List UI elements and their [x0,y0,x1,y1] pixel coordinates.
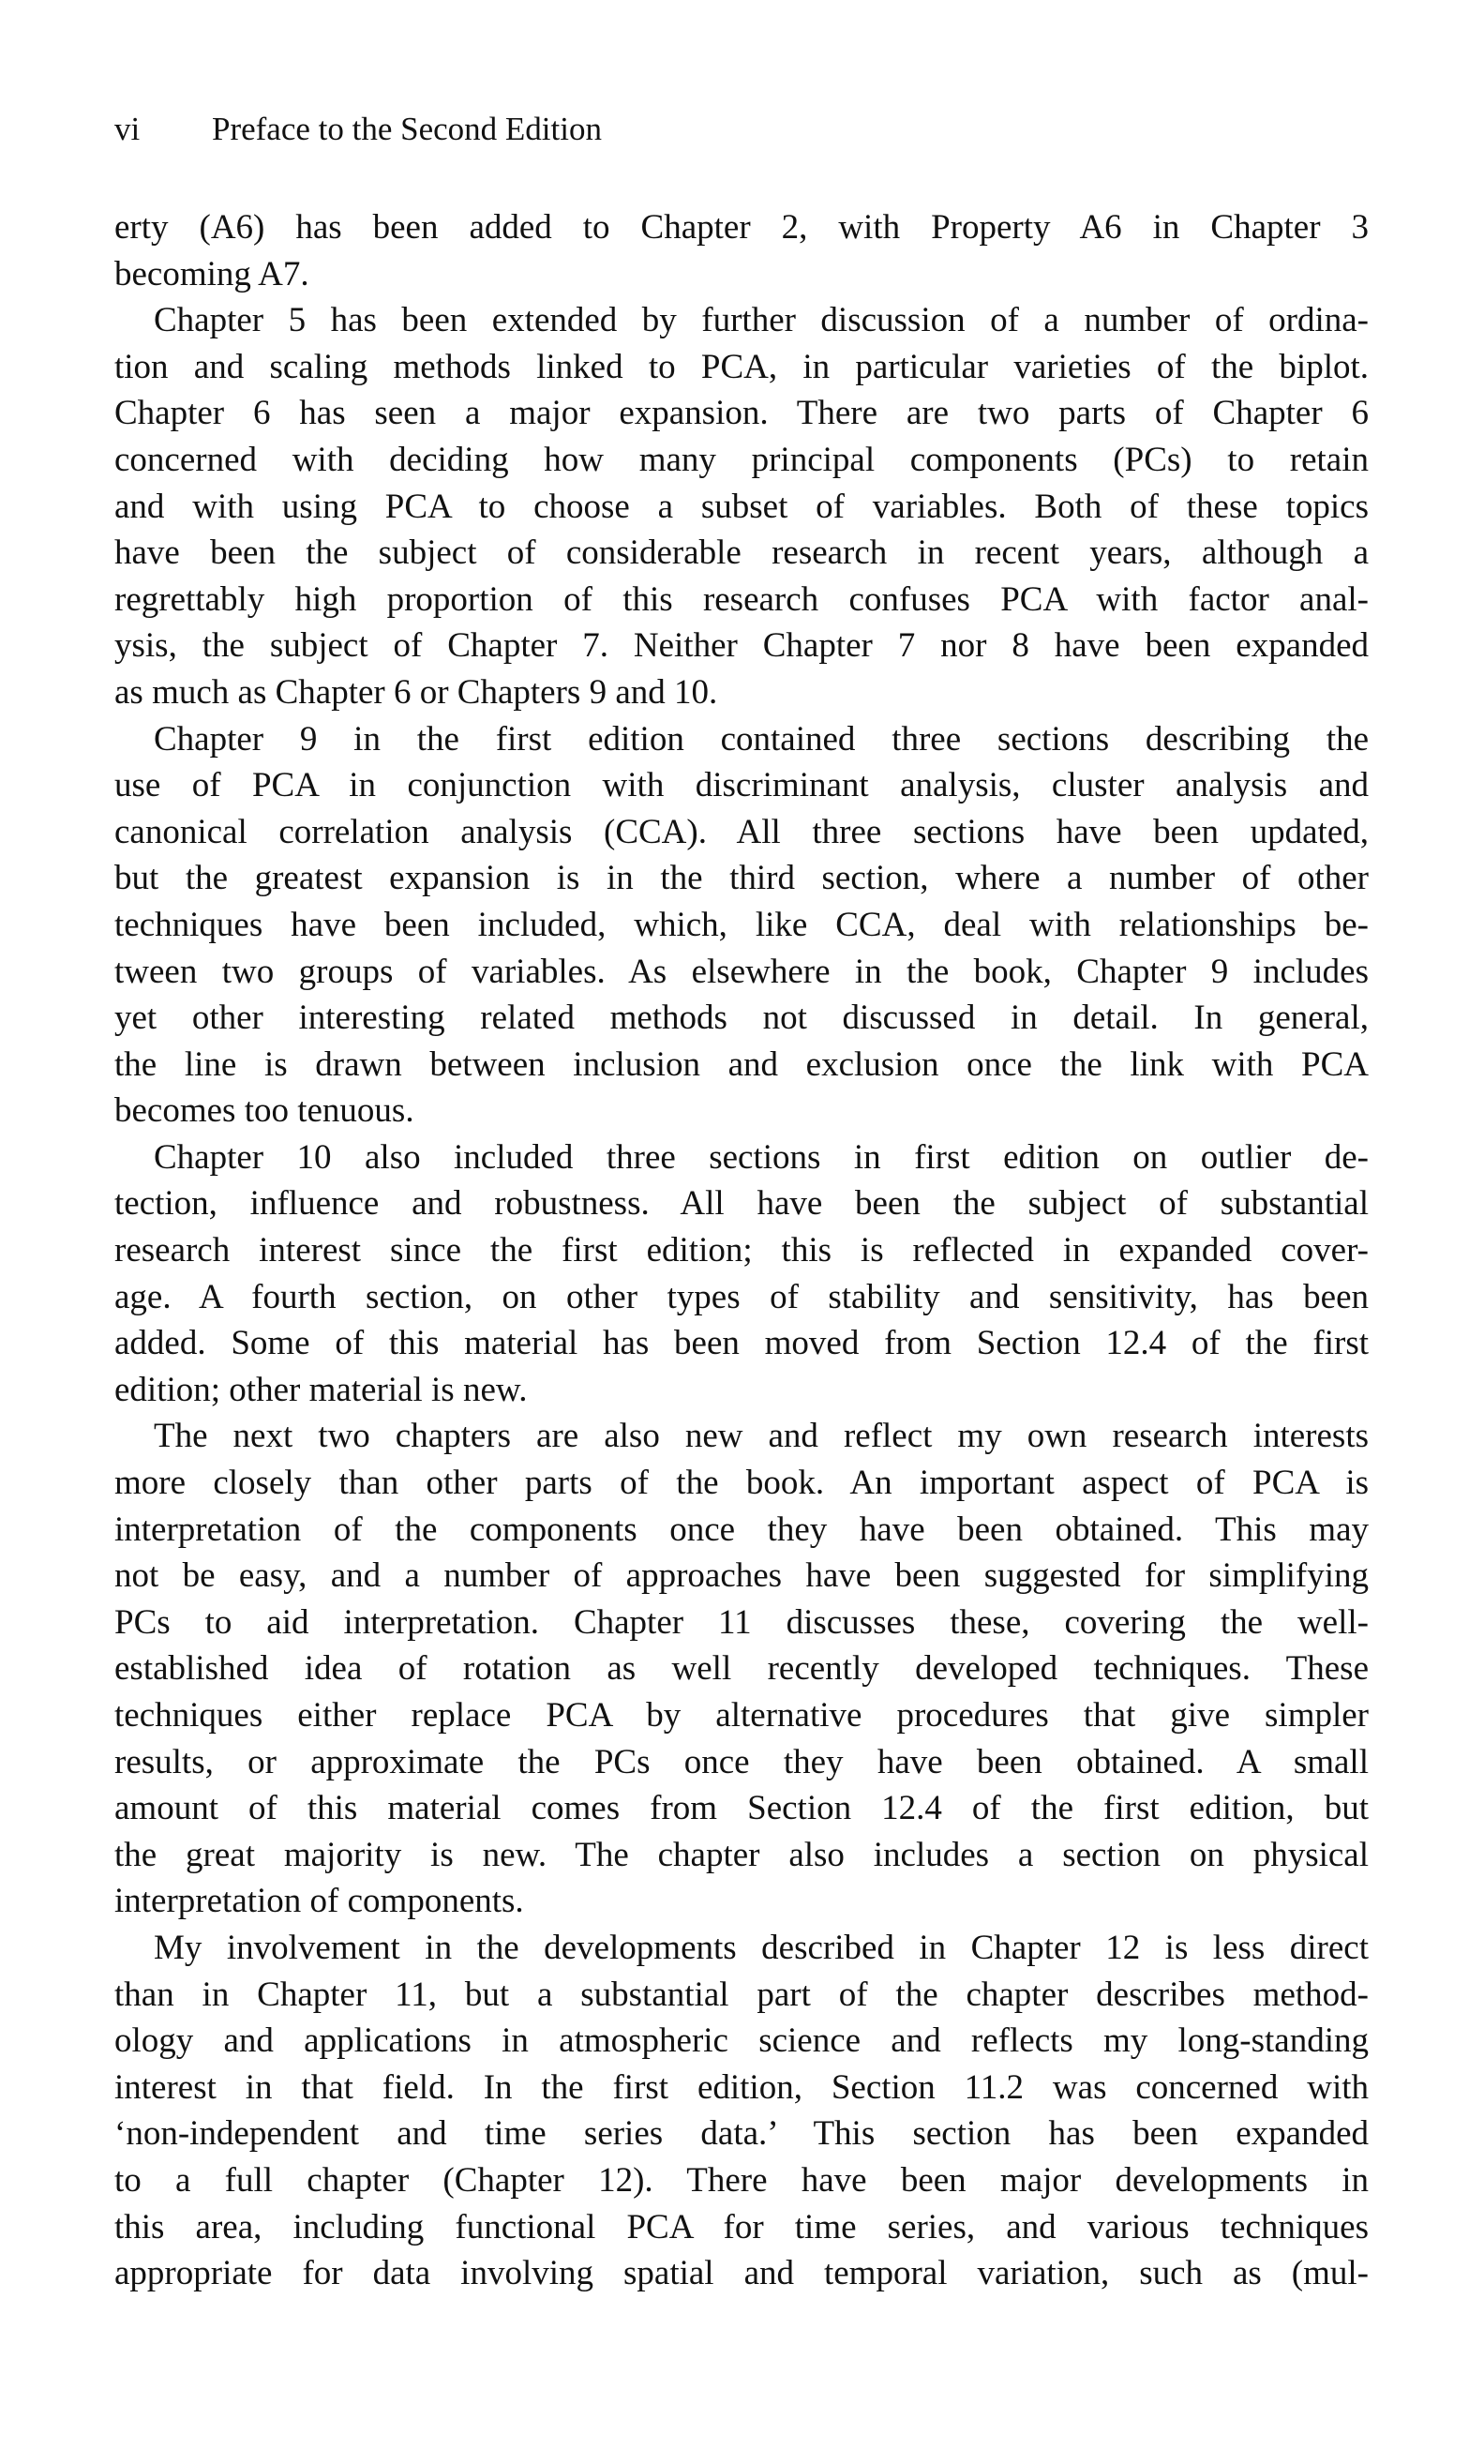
text-line: tection, influence and robustness. All have been the subject of substantial [114,1184,1369,1224]
paragraph [114,1413,1369,1925]
text-line: The next two chapters are also new and reflect my own research interests [154,1417,1369,1456]
text-line: ysis, the subject of Chapter 7. Neither Chapter 7 nor 8 have been expanded [114,626,1369,666]
text-line: added. Some of this material has been moved from Section 12.4 of the first [114,1324,1369,1363]
text-line: this area, including functional PCA for time series, and various techniques [114,2207,1369,2246]
text-line: interpretation of components. [114,1882,524,1921]
text-line: amount of this material comes from Section 12.4 of the first edition, but [114,1789,1369,1828]
text-line: techniques either replace PCA by alternative procedures that give simpler [114,1696,1369,1735]
page-number: vi [114,111,141,147]
paragraph [114,1134,1369,1414]
text-line: ‘non-independent and time series data.’ This section has been expanded [114,2114,1369,2154]
text-line: results, or approximate the PCs once they have been obtained. A small [114,1742,1369,1781]
text-line: age. A fourth section, on other types of stability and sensitivity, has been [114,1277,1369,1316]
text-line: and with using PCA to choose a subset of variables. Both of these topics [114,487,1369,526]
text-line: appropriate for data involving spatial and temporal variation, such as (mul- [114,2254,1369,2293]
text-line: not be easy, and a number of approaches have been suggested for simplifying [114,1556,1369,1596]
text-line: Chapter 6 has seen a major expansion. There are two parts of Chapter 6 [114,394,1369,433]
running-title: Preface to the Second Edition [212,111,602,147]
paragraph [114,297,1369,715]
text-line: Chapter 10 also included three sections in first edition on outlier de- [154,1137,1369,1177]
text-line: established idea of rotation as well recently developed techniques. These [114,1649,1369,1689]
text-line: concerned with deciding how many principal components (PCs) to retain [114,440,1369,479]
text-line: My involvement in the developments described in Chapter 12 is less direct [154,1928,1369,1967]
text-line: research interest since the first edition; this is reflected in expanded cover- [114,1231,1369,1270]
text-line: becomes too tenuous. [114,1091,414,1131]
text-line: the line is drawn between inclusion and exclusion once the link with PCA [114,1044,1369,1084]
body-text [114,204,1369,2297]
text-line: Chapter 9 in the first edition contained three sections describing the [154,719,1369,759]
text-line: tion and scaling methods linked to PCA, in particular varieties of the biplot. [114,347,1369,386]
text-line: yet other interesting related methods not discussed in detail. In general, [114,999,1369,1038]
paragraph [114,204,1369,297]
text-line: edition; other material is new. [114,1370,528,1409]
text-line: interpretation of the components once they have been obtained. This may [114,1510,1369,1549]
text-line: tween two groups of variables. As elsewhere in the book, Chapter 9 includes [114,952,1369,991]
text-line: than in Chapter 11, but a substantial part of the chapter describes method- [114,1975,1369,2014]
text-line: techniques have been included, which, like CCA, deal with relationships be- [114,905,1369,944]
text-line: ology and applications in atmospheric science and reflects my long-standing [114,2021,1369,2061]
text-line: use of PCA in conjunction with discriminant analysis, cluster analysis and [114,766,1369,805]
running-head [114,111,602,148]
text-line: becoming A7. [114,254,309,293]
text-line: as much as Chapter 6 or Chapters 9 and 10. [114,672,718,712]
text-line: but the greatest expansion is in the third section, where a number of other [114,859,1369,898]
text-line: PCs to aid interpretation. Chapter 11 discusses these, covering the well- [114,1602,1369,1642]
text-line: canonical correlation analysis (CCA). All three sections have been updated, [114,812,1369,851]
text-line: interest in that field. In the first edition, Section 11.2 was concerned with [114,2067,1369,2107]
text-line: have been the subject of considerable research in recent years, although a [114,533,1369,573]
paragraph [114,1925,1369,2297]
text-line: regrettably high proportion of this research confuses PCA with factor anal- [114,579,1369,619]
text-line: more closely than other parts of the book. An important aspect of PCA is [114,1464,1369,1503]
text-line: Chapter 5 has been extended by further discussion of a number of ordina- [154,301,1369,340]
text-line: to a full chapter (Chapter 12). There have been major developments in [114,2160,1369,2200]
paragraph [114,716,1369,1134]
text-line: erty (A6) has been added to Chapter 2, with Property A6 in Chapter 3 [114,208,1369,247]
text-line: the great majority is new. The chapter also includes a section on physical [114,1835,1369,1874]
